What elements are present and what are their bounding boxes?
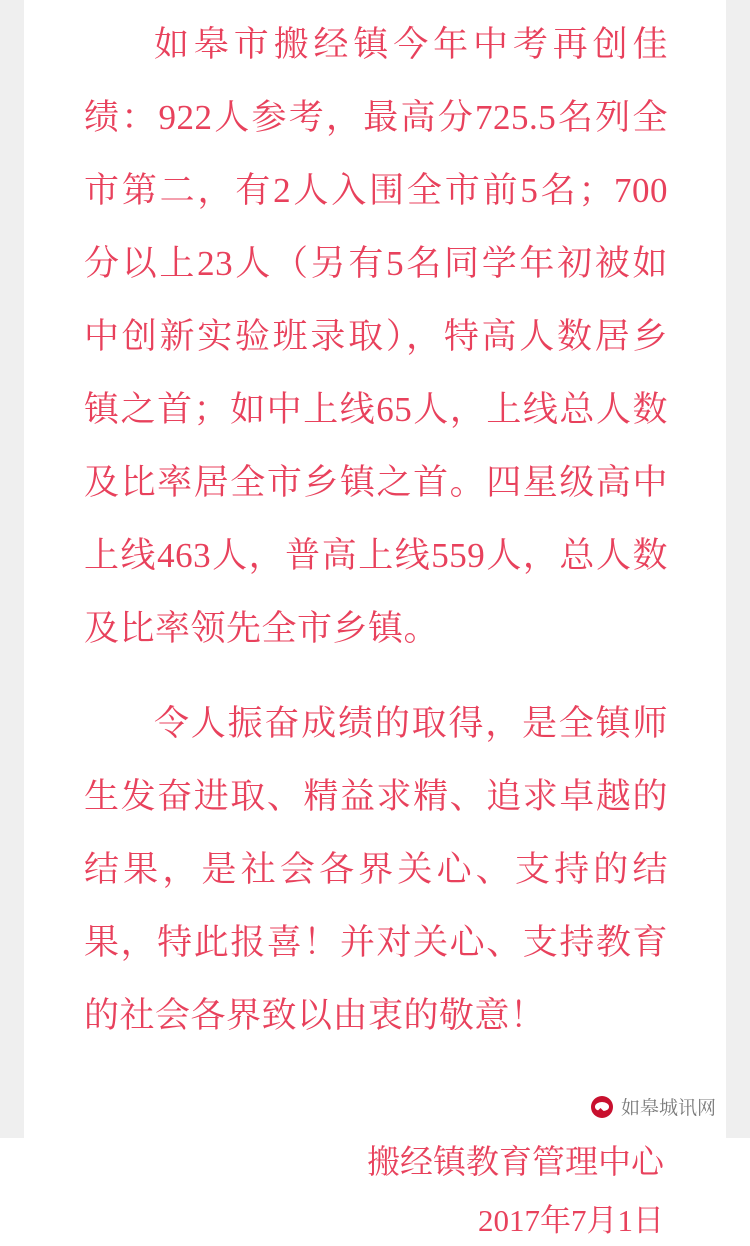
paragraph-2: 令人振奋成绩的取得，是全镇师生发奋进取、精益求精、追求卓越的结果，是社会各界关心、支持的结果，特此报喜！并对关心、支持教育的社会各界致以由衷的敬意！ bbox=[84, 704, 668, 1035]
account-name: 如皋城讯网 bbox=[620, 1098, 716, 1119]
left-gutter bbox=[0, 0, 24, 1138]
article-page bbox=[24, 0, 726, 1238]
right-gutter bbox=[726, 0, 750, 1138]
paragraph-1: 如皋市搬经镇今年中考再创佳绩：922人参考，最高分725.5名列全市第二，有2人入围全市前5名；700分以上23人（另有5名同学年初被如中创新实验班录取），特高人数居乡镇之首；如中上线65人，上线总人数及比率居全市乡镇之首。四星级高中上线463人，普高上线559人，总人数及比率领先全市乡镇。 bbox=[84, 25, 668, 648]
account-watermark[interactable] bbox=[591, 1093, 716, 1120]
signature-organization: 搬经镇教育管理中心 bbox=[367, 1145, 664, 1181]
signature-block bbox=[84, 1052, 668, 1246]
article-body bbox=[84, 0, 668, 1052]
signature-date: 2017年7月1日 bbox=[478, 1203, 664, 1238]
wechat-account-icon bbox=[591, 1096, 613, 1118]
